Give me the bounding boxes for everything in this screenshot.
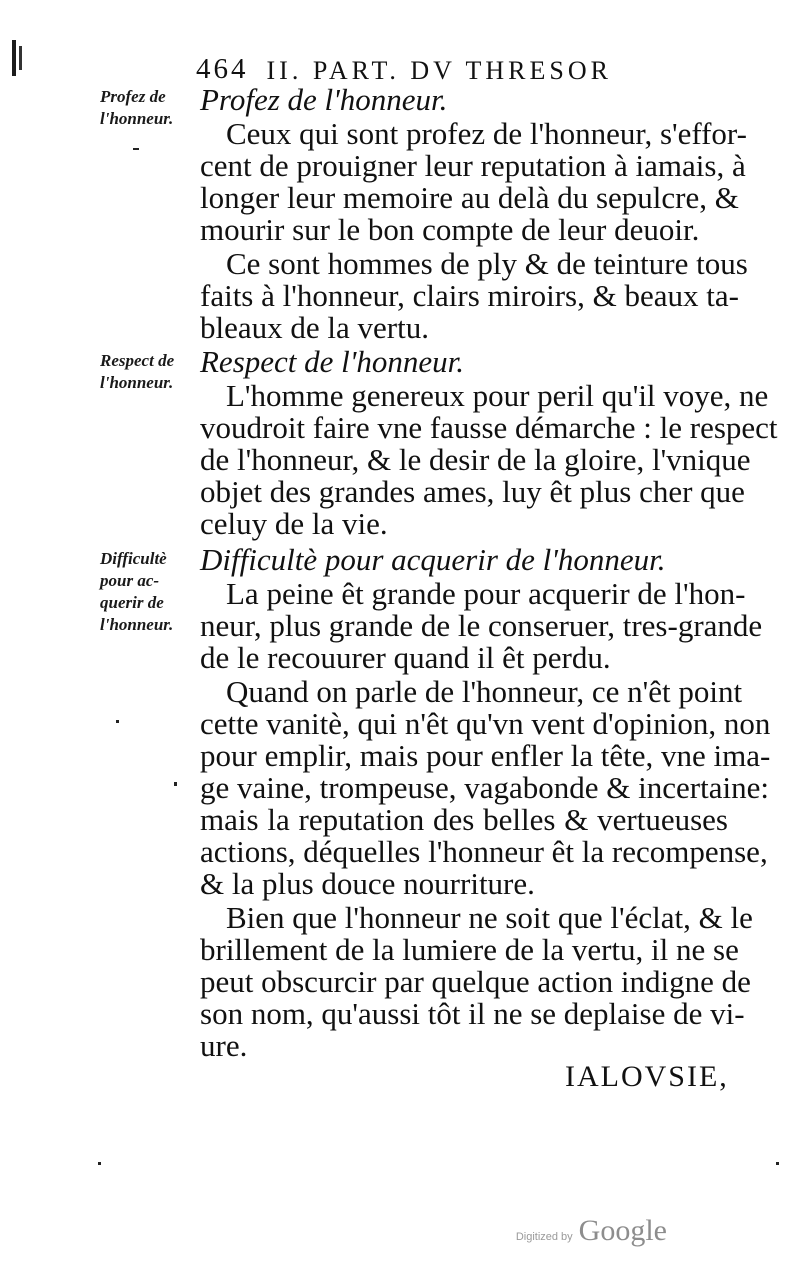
margin-note-line: Respect de [100,351,175,370]
margin-note-line: pour ac- [100,571,160,590]
rubric-difficulte: Difficultè pour acquerir de l'honneur. [200,542,666,577]
text-line: Ceux qui sont profez de l'honneur, s'effor- [226,116,747,151]
text-line: cette vanitè, qui n'êt qu'vn vent d'opinion, non [200,706,771,741]
text-line: cent de prouigner leur reputation à iamais, à [200,148,746,183]
text-line: Ce sont hommes de ply & de teinture tous [226,246,748,281]
text-line: de le recouurer quand il êt perdu. [200,640,611,675]
rubric-profez: Profez de l'honneur. [200,82,448,117]
running-header [196,44,756,84]
catchword: IALOVSIE, [565,1060,729,1093]
running-title: II. PART. DV THRESOR [266,56,612,85]
text-line: son nom, qu'aussi tôt il ne se deplaise de vi- [200,996,745,1031]
text-line: mais la reputation des belles & vertueuses [200,802,728,837]
text-line: Quand on parle de l'honneur, ce n'êt point [226,674,743,709]
text-line: pour emplir, mais pour enfler la tête, vne ima- [200,738,771,773]
text-line: celuy de la vie. [200,506,388,541]
text-line: faits à l'honneur, clairs miroirs, & beaux ta- [200,278,739,313]
text-line: mourir sur le bon compte de leur deuoir. [200,212,700,247]
page-edge-mark [12,40,24,76]
margin-note-line: l'honneur. [100,615,174,634]
margin-note-line: l'honneur. [100,109,174,128]
google-logo: Google [578,1214,667,1247]
margin-note-line: l'honneur. [100,373,174,392]
text-line: neur, plus grande de le conseruer, tres-grande [200,608,763,643]
margin-note-profez [100,86,200,130]
margin-note-line: querir de [100,593,164,612]
margin-note-line: Difficultè [100,549,167,568]
text-line: & la plus douce nourriture. [200,866,535,901]
text-line: L'homme genereux pour peril qu'il voye, ne [226,378,769,413]
watermark-small-text: Digitized by [515,1231,573,1243]
text-line: longer leur memoire au delà du sepulcre, & [200,180,739,215]
text-line: La peine êt grande pour acquerir de l'hon- [226,576,746,611]
text-line: Bien que l'honneur ne soit que l'éclat, & le [226,900,753,935]
page-number: 464 [196,53,249,85]
text-line: de l'honneur, & le desir de la gloire, l'vnique [200,442,751,477]
scan-speck [776,1162,779,1165]
scan-speck [116,720,119,723]
text-line: ure. [200,1028,248,1063]
scan-speck [133,148,139,150]
scan-speck [174,782,177,786]
margin-note-difficulte [100,548,200,636]
rubric-respect: Respect de l'honneur. [200,344,465,379]
text-line: peut obscurcir par quelque action indigne de [200,964,751,999]
text-line: objet des grandes ames, luy êt plus cher que [200,474,745,509]
text-line: actions, déquelles l'honneur êt la recompense, [200,834,768,869]
google-watermark [516,1214,667,1248]
text-line: bleaux de la vertu. [200,310,429,345]
scan-speck [98,1162,101,1165]
text-line: voudroit faire vne fausse démarche : le respect [200,410,778,445]
text-line: ge vaine, trompeuse, vagabonde & incertaine: [200,770,769,805]
margin-note-respect [100,350,200,394]
text-line: brillement de la lumiere de la vertu, il ne se [200,932,739,967]
margin-note-line: Profez de [100,87,166,106]
